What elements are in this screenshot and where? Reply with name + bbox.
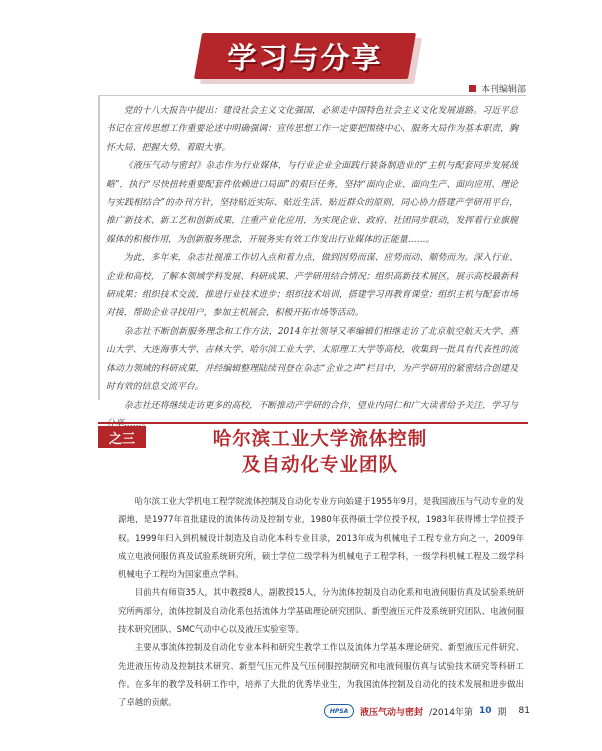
logo-text: HPSA: [329, 707, 349, 715]
footer-year: /2014年第: [429, 707, 473, 718]
section-heading-line-1: 哈尔滨工业大学流体控制: [212, 429, 428, 450]
paragraph: 哈尔滨工业大学机电工程学院流体控制及自动化专业方向始建于1955年9月，是我国液压与气动专业的发源地，是1977年首批建设的流体传动及控制专业，1980年获得硕士学位授予权，1983年获得博士学位授予权。1999年归入到机械设计制造及自动化本科专业目录，2013年成为机械电子工程专业方向之一，2009年成立电液伺服仿真及试验系统研究所，硕士学位二级学科为机械电子工程学科，一级学科机械工程及二级学科机械电子工程均为国家重点学科。: [118, 496, 524, 580]
paragraph: 为此，多年来，杂志社视准工作切入点和着力点，做到因势而谋、应势而动、顺势而为。深入行业、企业和高校，了解本领域学科发展、科研成果、产学研用结合情况；组织高新技术展区，展示高校最新科研成果；组织技术交流，推进行业技术进步；组织技术培训，搭建学习再教育课堂；组织主机与配套市场对接，帮助企业寻找用户，参加主机展会，积极开拓市场等活动。: [106, 253, 518, 319]
top-divider: [98, 95, 526, 96]
section-heading: [200, 427, 440, 479]
paragraph: 《液压气动与密封》杂志作为行业媒体，与行业企业全面践行装备制造业的“主机与配套同步发展战略”，执行“尽快扭转重要配套件依赖进口局面”的艰巨任务，坚持“面向企业、面向生产、面向应用、理论与实践相结合”的办刊方针，坚持贴近实际、贴近生活、贴近群众的原则，同心协力搭建产学研用平台，推广新技术、新工艺和创新成果，注重产业化应用，为实现企业、政府、社团同步联动，发挥着行业旗舰媒体的积极作用，为创新服务理念，开展务实有效工作发出行业媒体的正能量……。: [106, 161, 518, 245]
left-margin-rule: [98, 95, 100, 400]
section-heading-line-2: 及自动化专业团队: [241, 455, 398, 476]
square-bullet-icon: [469, 85, 476, 92]
section-tab: 之三: [98, 426, 146, 448]
page-footer: [324, 704, 530, 718]
paragraph: 目前共有师资35人，其中教授8人，副教授15人，分为流体控制及自动化系和电液伺服仿真及试验系统研究所两部分，流体控制及自动化系包括流体力学基础理论研究团队、新型液压元件及系统研究团队、电液伺服技术研究团队、SMC气动中心以及液压实验室等。: [118, 587, 524, 635]
section-divider: [98, 422, 528, 424]
hpsa-logo-icon: [324, 704, 354, 718]
paragraph: 杂志社还将继续走访更多的高校，不断推动产学研的合作，望业内同仁和广大读者给予关注，学习与: [123, 400, 518, 411]
footer-issue: 10: [479, 706, 492, 716]
paragraph: 党的十八大报告中提出：建设社会主义文化强国，必须走中国特色社会主义文化发展道路。习近平总书记在宣传思想工作重要论述中明确强调：宣传思想工作一定要把围绕中心、服务大局作为基本职责，胸怀大局、把握大势、着眼大事。: [106, 106, 518, 153]
page-section-title: 学习与分享: [227, 40, 383, 75]
footer-issue-suffix: 期: [497, 707, 507, 718]
section-body: [118, 492, 524, 712]
byline: [469, 82, 526, 95]
paragraph: 杂志社不断创新服务理念和工作方法，2014年社领导又率编辑们相继走访了北京航空航天大学、燕山大学、大连海事大学、吉林大学、哈尔滨工业大学、太原理工大学等高校，收集到一批具有代表性的流体动力领域的科研成果，并经编辑整理陆续刊登在杂志“企业之声”栏目中，为产学研用的紧密结合创建及时有效的信息交流平台。: [106, 326, 518, 393]
journal-name: 液压气动与密封: [360, 707, 424, 718]
editorial-text: [106, 102, 518, 433]
page-number: 81: [518, 706, 530, 716]
byline-text: 本刊编辑部: [480, 85, 526, 95]
paragraph: 主要从事流体控制及自动化专业本科和研究生教学工作以及流体力学基本理论研究、新型液压元件研究、先进液压传动及控制技术研究、新型气压元件及气压伺服控制研究和电液伺服仿真与试验技术研究等科研工作。在多年的教学及科研工作中，培养了大批的优秀毕业生，为我国流体控制及自动化的技术发展和进步做出了卓越的贡献。: [118, 642, 524, 708]
